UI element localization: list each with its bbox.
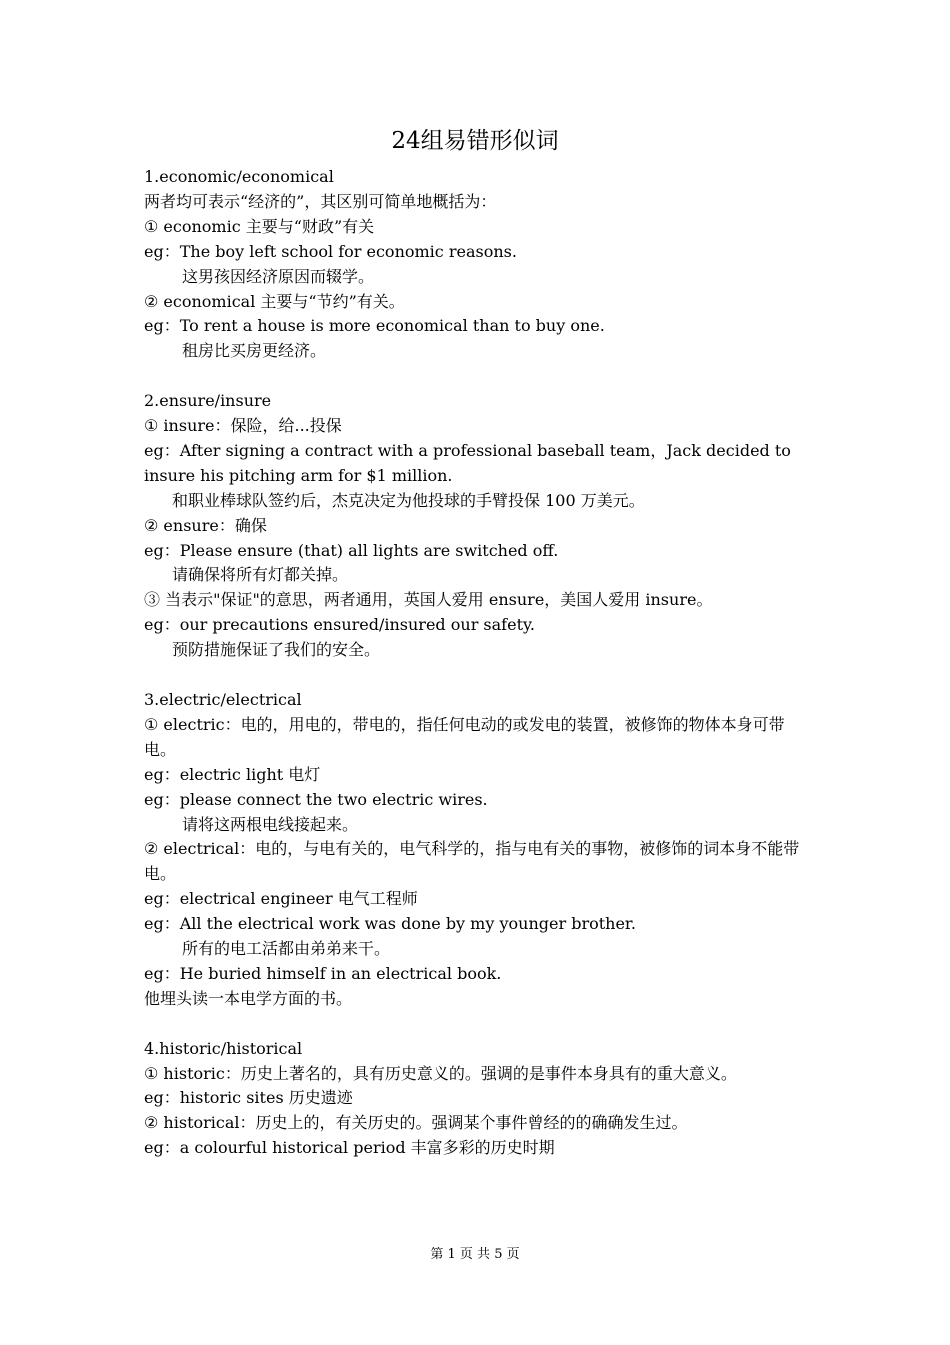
blank-line [144, 663, 810, 688]
example-translation: 租房比买房更经济。 [182, 341, 327, 361]
section-heading: 3.electric/electrical [144, 690, 302, 709]
definition-item: ① historic：历史上著名的，具有历史意义的。强调的是事件本身具有的重大意义。 [144, 1063, 737, 1083]
definition-item: ① economic 主要与“财政”有关 [144, 216, 375, 236]
page-footer: 第 1 页 共 5 页 [430, 1247, 520, 1262]
example-sentence: eg：All the electrical work was done by my younger brother. [144, 914, 636, 934]
example-sentence: eg：our precautions ensured/insured our safety. [144, 615, 535, 635]
example-sentence: eg：The boy left school for economic reasons. [144, 241, 517, 261]
section-heading: 2.ensure/insure [144, 391, 272, 411]
example-sentence: eg：electrical engineer 电气工程师 [144, 889, 418, 909]
example-translation: 所有的电工活都由弟弟来干。 [182, 939, 391, 959]
example-sentence: eg：historic sites 历史遗迹 [144, 1088, 353, 1108]
example-translation: 他埋头读一本电学方面的书。 [144, 988, 353, 1008]
example-sentence: eg：electric light 电灯 [144, 764, 321, 784]
example-translation: 请将这两根电线接起来。 [182, 814, 359, 834]
example-sentence: eg：a colourful historical period 丰富多彩的历史时期 [144, 1138, 555, 1158]
blank-line [144, 1012, 810, 1037]
document-body [144, 165, 810, 1161]
example-sentence: eg：To rent a house is more economical than to buy one. [144, 316, 605, 336]
example-translation: 预防措施保证了我们的安全。 [172, 640, 381, 660]
example-translation: 和职业棒球队签约后，杰克决定为他投球的手臂投保 100 万美元。 [172, 490, 645, 510]
example-sentence: eg：After signing a contract with a professional baseball team，Jack decided to insure his pitching arm for $1 million. [144, 440, 791, 485]
definition-item: ② electrical：电的，与电有关的，电气科学的，指与电有关的事物，被修饰的词本身不能带电。 [144, 839, 800, 884]
section-heading: 1.economic/economical [144, 167, 334, 186]
blank-line [144, 364, 810, 389]
example-sentence: eg：please connect the two electric wires. [144, 789, 488, 809]
definition-item: ② economical 主要与“节约”有关。 [144, 291, 405, 311]
definition-item: ③ 当表示"保证"的意思，两者通用，英国人爱用 ensure，美国人爱用 insure。 [144, 590, 713, 610]
page-title: 24组易错形似词 [391, 128, 559, 154]
example-sentence: eg：He buried himself in an electrical book. [144, 963, 502, 983]
example-sentence: eg：Please ensure (that) all lights are switched off. [144, 540, 559, 560]
example-translation: 这男孩因经济原因而辍学。 [182, 266, 375, 286]
definition-item: ① electric：电的，用电的，带电的，指任何电动的或发电的装置，被修饰的物体本身可带电。 [144, 714, 785, 759]
definition-item: ① insure：保险，给...投保 [144, 416, 342, 436]
section-heading: 4.historic/historical [144, 1038, 303, 1058]
definition-item: ② ensure：确保 [144, 515, 267, 535]
example-translation: 请确保将所有灯都关掉。 [172, 565, 349, 585]
definition-item: ② historical：历史上的，有关历史的。强调某个事件曾经的的确确发生过。 [144, 1113, 688, 1133]
paragraph-line: 两者均可表示“经济的”，其区别可简单地概括为： [144, 191, 497, 211]
